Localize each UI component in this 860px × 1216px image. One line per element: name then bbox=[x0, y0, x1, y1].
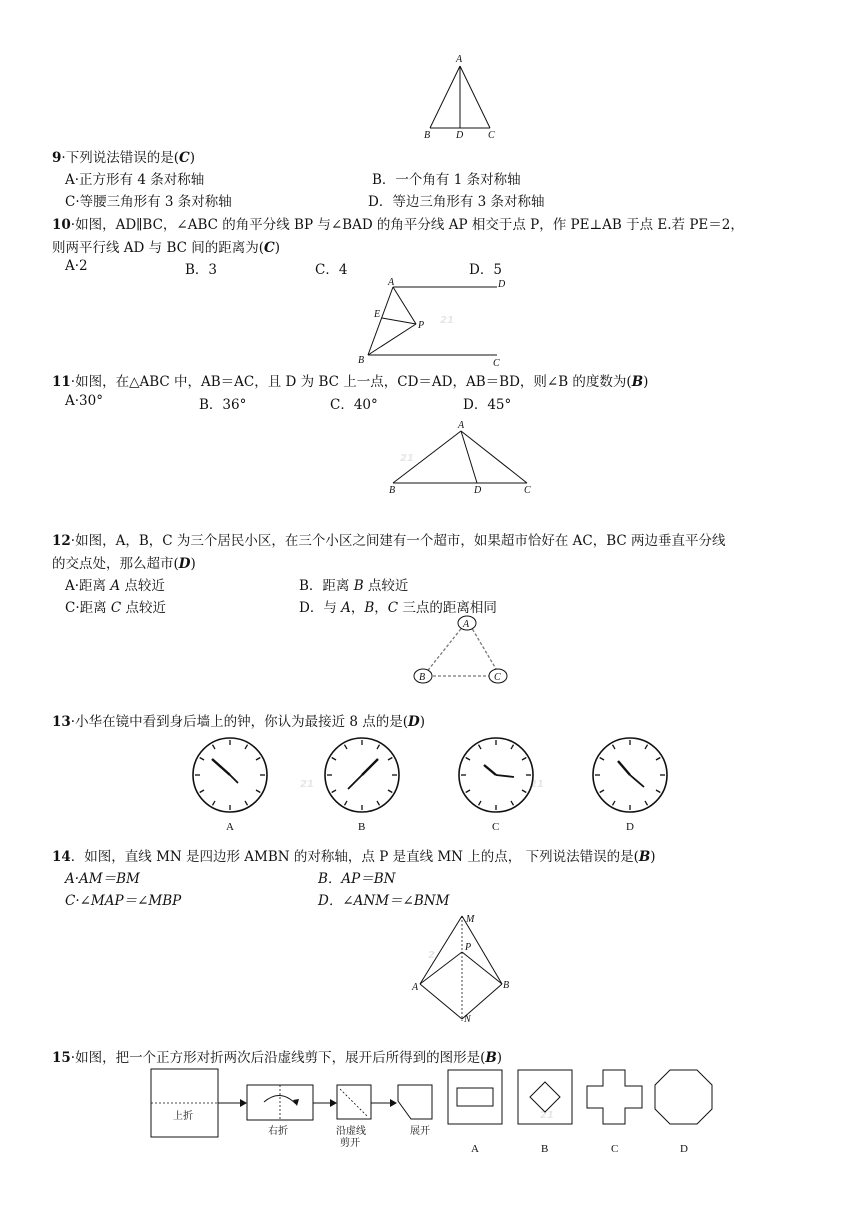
label-e: E bbox=[374, 309, 381, 320]
question-number: 9 bbox=[52, 150, 62, 166]
q12-option-a bbox=[65, 574, 165, 594]
minute-hand bbox=[362, 759, 378, 775]
paren: ) bbox=[643, 374, 649, 390]
question-text: ·如图，AD∥BC，∠ABC 的角平分线 BP 与∠BAD 的角平分线 AP 相交于点 P，作 PE⊥AB 于点 E.若 PE＝2， bbox=[70, 217, 744, 233]
q14-option-d: D．∠ANM＝∠BNM bbox=[318, 893, 450, 909]
label-a: A bbox=[388, 277, 395, 288]
paren: ) bbox=[419, 714, 426, 730]
paren: ) bbox=[190, 556, 196, 572]
answer: D bbox=[408, 714, 420, 730]
label-a: A bbox=[463, 619, 470, 630]
question-text: ·小华在镜中看到身后墙上的钟，你认为最接近 8 点的是( bbox=[70, 714, 409, 730]
option-sep: ， bbox=[350, 600, 365, 616]
label-b: B bbox=[419, 672, 426, 683]
label-n: N bbox=[464, 1014, 471, 1025]
q10-option-b: B．3 bbox=[185, 262, 218, 278]
option-text: 三点的距离相同 bbox=[398, 600, 497, 616]
question-9-stem bbox=[52, 146, 195, 166]
question-number: 14 bbox=[52, 849, 71, 865]
question-12-line1 bbox=[52, 529, 726, 549]
clock-label-a: A bbox=[226, 821, 234, 833]
minute-hand bbox=[484, 765, 496, 775]
q11-option-a: A·30° bbox=[65, 393, 103, 409]
option-var: B bbox=[353, 578, 364, 594]
label-d: D bbox=[474, 485, 482, 496]
question-12-line2 bbox=[52, 552, 196, 572]
question-14-stem bbox=[52, 845, 656, 865]
option-text: D．与 bbox=[299, 600, 342, 616]
label-a: A bbox=[458, 420, 465, 431]
question-number: 11 bbox=[52, 374, 71, 390]
label-b: B bbox=[503, 980, 510, 991]
option-text: C·距离 bbox=[65, 600, 111, 616]
label-a: A bbox=[456, 54, 463, 65]
question-text: ．如图，直线 MN 是四边形 AMBN 的对称轴，点 P 是直线 MN 上的点， 下列说法错误的是( bbox=[70, 849, 639, 865]
hour-hand bbox=[630, 775, 644, 787]
minute-hand bbox=[618, 761, 630, 775]
hour-hand bbox=[230, 775, 238, 783]
answer: B bbox=[631, 374, 644, 390]
option-var: A bbox=[341, 600, 351, 616]
question-number: 13 bbox=[52, 714, 71, 730]
paren: ) bbox=[650, 849, 656, 865]
step-unfold: 展开 bbox=[410, 1126, 430, 1137]
label-d: D bbox=[498, 279, 506, 290]
question-text: 则两平行线 AD 与 BC 间的距离为( bbox=[52, 240, 265, 256]
label-m: M bbox=[466, 914, 475, 925]
q9-option-c: C·等腰三角形有 3 条对称轴 bbox=[65, 194, 232, 210]
label-d: D bbox=[456, 130, 464, 141]
watermark: 2 bbox=[428, 950, 435, 961]
watermark: 21 bbox=[300, 779, 314, 790]
q11-option-c: C．40° bbox=[330, 397, 378, 413]
clock-label-d: D bbox=[626, 821, 634, 833]
question-13-stem bbox=[52, 710, 425, 730]
watermark: 21 bbox=[540, 1110, 554, 1121]
question-11-stem bbox=[52, 370, 648, 390]
answer: B bbox=[638, 849, 651, 865]
choice-label-c: C bbox=[611, 1143, 619, 1155]
option-var: C bbox=[387, 600, 399, 616]
q11-option-b: B．36° bbox=[199, 397, 247, 413]
question-10-line1 bbox=[52, 213, 744, 233]
figure-q13-clocks bbox=[0, 732, 860, 837]
figure-q14-kite bbox=[0, 908, 860, 1023]
hour-hand bbox=[348, 775, 362, 789]
clock-label-c: C bbox=[492, 821, 500, 833]
option-text: 点较近 bbox=[121, 600, 167, 616]
label-c: C bbox=[488, 130, 495, 141]
clock-face bbox=[193, 738, 267, 812]
label-c: C bbox=[493, 358, 500, 369]
question-number: 10 bbox=[52, 217, 71, 233]
label-a: A bbox=[412, 982, 419, 993]
step-cut-line2: 剪开 bbox=[340, 1138, 360, 1149]
option-text: B．距离 bbox=[299, 578, 354, 594]
paren: ) bbox=[274, 240, 281, 256]
question-text: ·下列说法错误的是( bbox=[61, 150, 179, 166]
question-15-stem bbox=[52, 1046, 502, 1066]
q9-option-a: A·正方形有 4 条对称轴 bbox=[65, 172, 205, 188]
question-number: 12 bbox=[52, 533, 71, 549]
label-c: C bbox=[494, 672, 501, 683]
paren: ) bbox=[496, 1050, 503, 1066]
question-text: ·如图，在△ABC 中，AB＝AC，且 D 为 BC 上一点，CD＝AD，AB＝BD，则∠B 的度数为( bbox=[70, 374, 632, 390]
hour-hand bbox=[496, 775, 514, 777]
question-text: ·如图，A，B，C 为三个居民小区，在三个小区之间建有一个超市，如果超市恰好在 AC，BC 两边垂直平分线 bbox=[70, 533, 726, 549]
label-c: C bbox=[524, 485, 531, 496]
choice-label-d: D bbox=[680, 1143, 688, 1155]
answer: C bbox=[264, 240, 275, 256]
option-text: 点较近 bbox=[363, 578, 409, 594]
step-cut-line1: 沿虚线 bbox=[336, 1126, 366, 1137]
clock-face bbox=[459, 738, 533, 812]
option-var: B bbox=[364, 600, 375, 616]
question-number: 15 bbox=[52, 1050, 71, 1066]
figure-q12-three-points bbox=[0, 612, 860, 687]
q10-option-d: D．5 bbox=[469, 262, 502, 278]
step-fold-up: 上折 bbox=[173, 1111, 193, 1122]
label-b: B bbox=[358, 355, 365, 366]
label-b: B bbox=[389, 485, 396, 496]
watermark: 21 bbox=[440, 315, 454, 326]
label-p: P bbox=[418, 320, 425, 331]
question-text: 的交点处，那么超市( bbox=[52, 556, 179, 572]
question-text: ·如图，把一个正方形对折两次后沿虚线剪下，展开后所得到的图形是( bbox=[70, 1050, 486, 1066]
option-sep: ， bbox=[374, 600, 388, 616]
figure-q15-folding bbox=[0, 1066, 860, 1166]
q11-option-d: D．45° bbox=[463, 397, 512, 413]
watermark: 21 bbox=[530, 779, 544, 790]
q10-option-c: C．4 bbox=[315, 262, 348, 278]
choice-label-a: A bbox=[471, 1143, 479, 1155]
q9-option-d: D．等边三角形有 3 条对称轴 bbox=[368, 194, 545, 210]
minute-hand bbox=[212, 759, 230, 775]
watermark: 21 bbox=[400, 453, 414, 464]
figure-triangle-abd bbox=[0, 0, 860, 150]
option-text: 点较近 bbox=[120, 578, 165, 594]
option-var: A bbox=[110, 578, 121, 594]
answer: B bbox=[485, 1050, 497, 1066]
q9-option-b: B．一个角有 1 条对称轴 bbox=[372, 172, 521, 188]
q14-option-b: B．AP＝BN bbox=[318, 871, 396, 887]
figure-q10-parallel-lines bbox=[0, 275, 860, 370]
clock-face bbox=[325, 738, 399, 812]
q12-option-b bbox=[299, 574, 408, 594]
answer: D bbox=[178, 556, 191, 572]
option-var: C bbox=[110, 600, 122, 616]
clock-label-b: B bbox=[358, 821, 366, 833]
paren: ) bbox=[189, 150, 195, 166]
label-p: P bbox=[465, 942, 472, 953]
question-10-line2 bbox=[52, 236, 280, 256]
q10-option-a: A·2 bbox=[65, 258, 88, 274]
answer: C bbox=[178, 150, 190, 166]
option-text: A·距离 bbox=[65, 578, 111, 594]
q14-option-c: C·∠MAP＝∠MBP bbox=[65, 893, 182, 909]
q14-option-a: A·AM＝BM bbox=[65, 871, 140, 887]
choice-label-b: B bbox=[541, 1143, 549, 1155]
step-fold-right: 右折 bbox=[268, 1126, 288, 1137]
figure-q11-triangle bbox=[0, 415, 860, 495]
label-b: B bbox=[424, 130, 431, 141]
clock-face bbox=[593, 738, 667, 812]
